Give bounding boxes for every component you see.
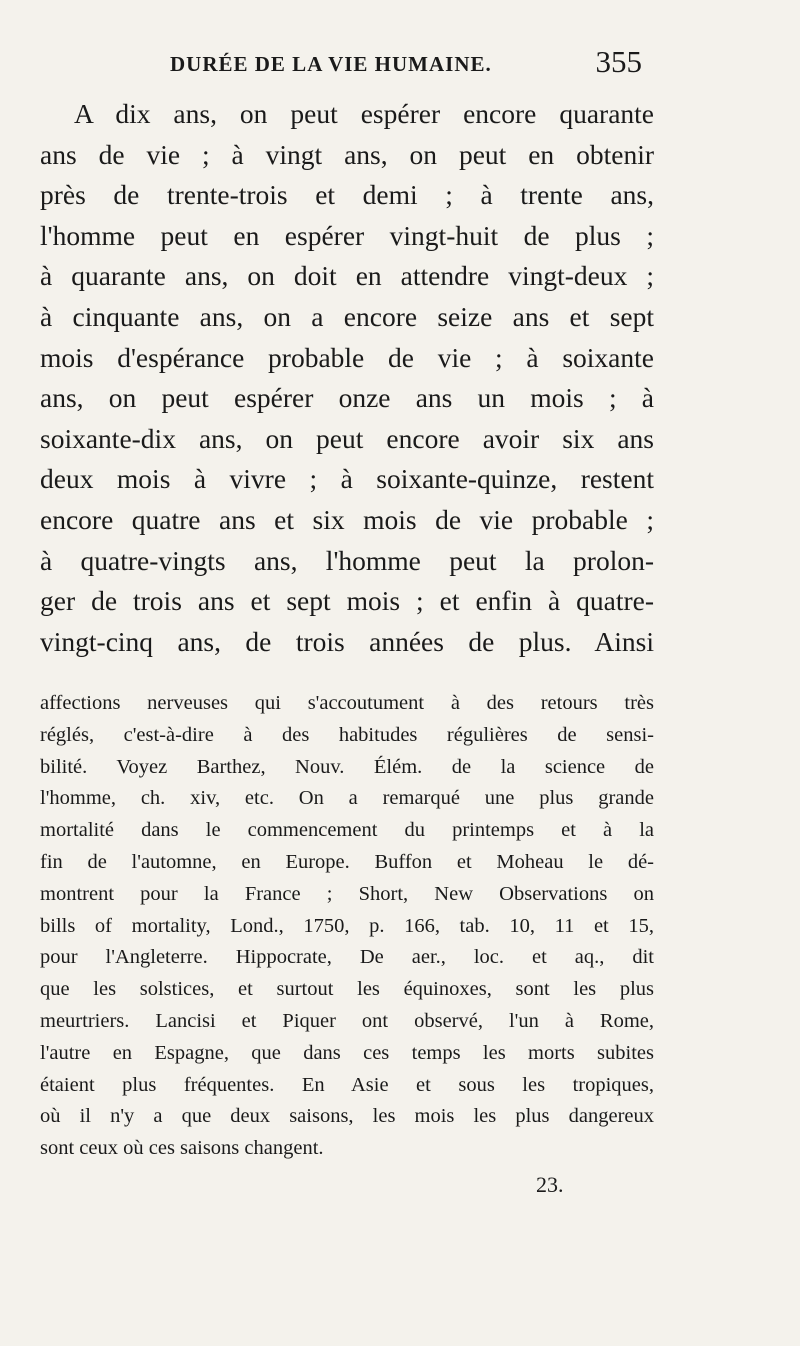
footnote xyxy=(40,688,654,1165)
main-text-line: à quarante ans, on doit en attendre vingt-deux ; xyxy=(40,260,654,292)
footnote-line: pour l'Angleterre. Hippocrate, De aer., loc. et aq., dit xyxy=(40,946,654,969)
footnote-line: bills of mortality, Lond., 1750, p. 166, tab. 10, 11 et 15, xyxy=(40,914,654,937)
main-text-line: A dix ans, on peut espérer encore quarante xyxy=(74,98,654,129)
main-text-line: ger de trois ans et sept mois ; et enfin à quatre- xyxy=(40,585,654,617)
main-text-line: soixante-dix ans, on peut encore avoir six ans xyxy=(40,422,654,454)
signature-mark: 23. xyxy=(536,1172,564,1197)
main-text-line: l'homme peut en espérer vingt-huit de plus ; xyxy=(40,219,654,251)
footnote-line: bilité. Voyez Barthez, Nouv. Élém. de la science de xyxy=(40,755,654,778)
footnote-line: l'homme, ch. xiv, etc. On a remarqué une plus grande xyxy=(40,787,654,810)
main-text-line: près de trente-trois et demi ; à trente ans, xyxy=(40,179,654,211)
main-text-line: encore quatre ans et six mois de vie probable ; xyxy=(40,503,654,535)
main-text-line: à quatre-vingts ans, l'homme peut la prolon- xyxy=(40,544,654,576)
main-text-line: ans de vie ; à vingt ans, on peut en obtenir xyxy=(40,138,654,170)
main-text-line: deux mois à vivre ; à soixante-quinze, restent xyxy=(40,463,654,495)
footnote-line: réglés, c'est-à-dire à des habitudes régulières de sensi- xyxy=(40,723,654,746)
running-title: DURÉE DE LA VIE HUMAINE. xyxy=(170,52,492,76)
main-text-line: mois d'espérance probable de vie ; à soixante xyxy=(40,341,654,373)
main-text-line: vingt-cinq ans, de trois années de plus. Ainsi xyxy=(40,625,654,657)
main-text-line: ans, on peut espérer onze ans un mois ; à xyxy=(40,382,654,414)
footnote-line: sont ceux où ces saisons changent. xyxy=(40,1137,324,1160)
page-header xyxy=(170,44,650,84)
footnote-line: fin de l'automne, en Europe. Buffon et Moheau le dé- xyxy=(40,850,654,873)
footnote-line: étaient plus fréquentes. En Asie et sous les tropiques, xyxy=(40,1073,654,1096)
main-text-line: à cinquante ans, on a encore seize ans et sept xyxy=(40,300,654,332)
main-text xyxy=(40,94,654,662)
page-number: 355 xyxy=(595,44,642,79)
footnote-line: l'autre en Espagne, que dans ces temps les morts subites xyxy=(40,1041,654,1064)
footnote-line: affections nerveuses qui s'accoutument à des retours très xyxy=(40,692,654,714)
footnote-line: mortalité dans le commencement du printemps et à la xyxy=(40,819,654,842)
footnote-line: meurtriers. Lancisi et Piquer ont observé, l'un à Rome, xyxy=(40,1009,654,1032)
footnote-line: montrent pour la France ; Short, New Observations on xyxy=(40,882,654,905)
footnote-line: que les solstices, et surtout les équinoxes, sont les plus xyxy=(40,978,654,1001)
footnote-line: où il n'y a que deux saisons, les mois les plus dangereux xyxy=(40,1105,654,1128)
